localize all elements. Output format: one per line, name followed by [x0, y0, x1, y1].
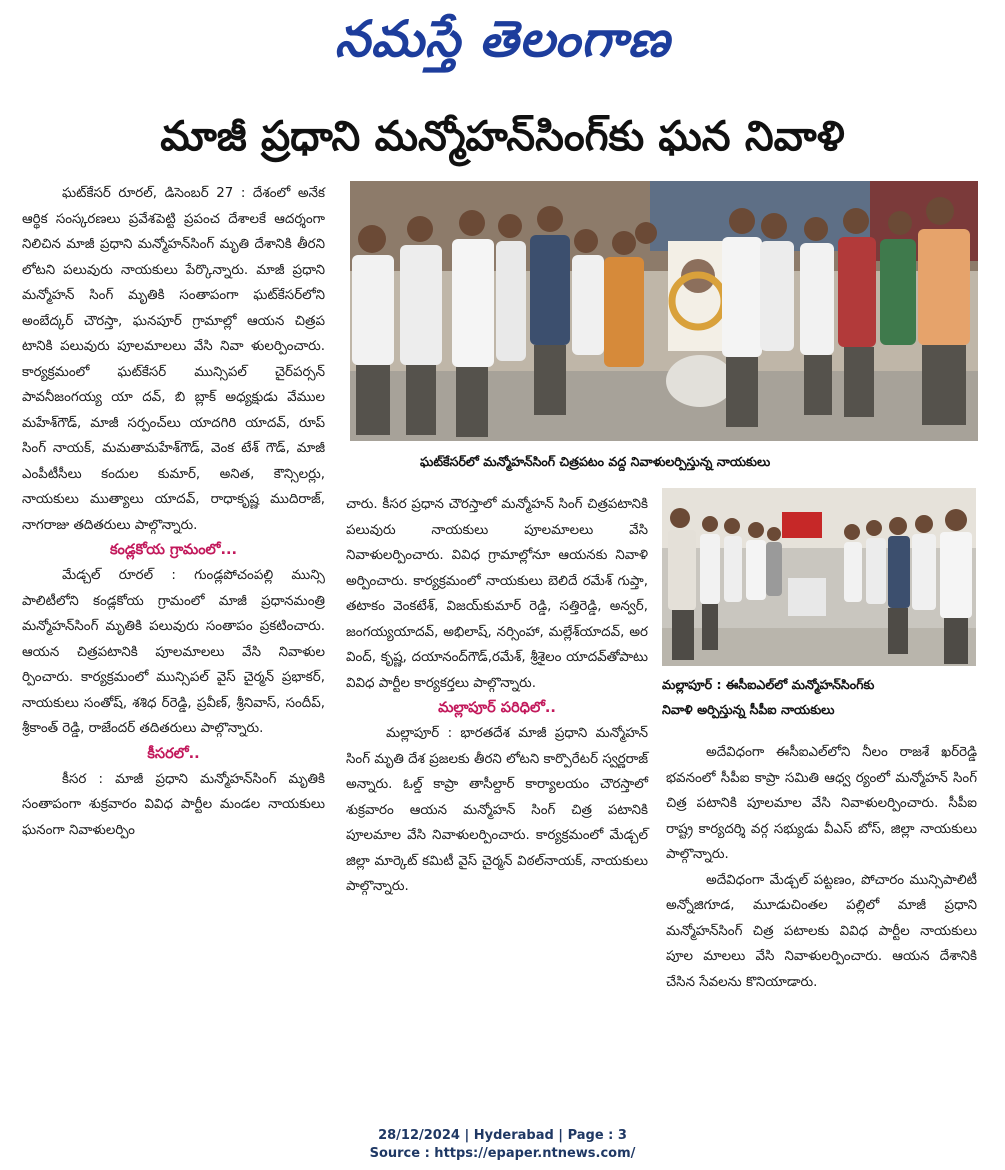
photo-caption-line: మల్లాపూర్ : ఈసీఐఎల్‌లో మన్మోహన్‌సింగ్‌కు	[662, 677, 875, 692]
article-paragraph: చారు. కీసర ప్రధాన చౌరస్తాలో మన్మోహన్ సింగ్ చిత్రపటానికి పలువురు నాయకులు పూలమాలలు వేసి నివాళులర్పించారు. వివిధ గ్రామాల్లోనూ ఆయనకు నివాళి అర్పించారు. కార్యక్రమంలో నాయకులు బెలిదే రమేశ్ గుప్తా, తటాకం వెంకటేశ్, విజయ్‌కుమార్ రెడ్డి, సత్తిరెడ్డి, అన్వర్, జంగయ్యయాదవ్, అభిలాష్, నర్సింహా, మల్లేశ్‌యాదవ్, అర వింద్, కృష్ణ, దయానంద్‌గౌడ్,రమేశ్, శ్రీశైలం యాదవ్‌తోపాటు వివిధ పార్టీల కార్యకర్తలు పాల్గొన్నారు.	[346, 497, 648, 691]
photo-mallapur-image	[662, 488, 976, 666]
footer-source: Source : https://epaper.ntnews.com/	[369, 1146, 636, 1161]
section-subhead: కండ్లకోయ గ్రామంలో...	[109, 542, 238, 558]
article-paragraph: మేడ్చల్ రూరల్ : గుండ్లపోచంపల్లి మున్సి పాలిటీలోని కండ్లకోయ గ్రామంలో మాజీ ప్రధానమంత్రి మన్మోహన్‌సింగ్ మృతికి పలువురు సంతాపం ప్రకటించారు. ఆయన చిత్రపటానికి పూలమాలలు వేసి నివాళుల ర్పించారు. కార్యక్రమంలో మున్సిపల్ వైస్ చైర్మన్ ప్రభాకర్, నాయకులు సంతోష్, శశిధ ర్‌రెడ్డి, ప్రవీణ్, శ్రీనివాస్, సందీప్, శ్రీకాంత్ రెడ్డి, రాజేందర్ తదితరులు పాల్గొన్నారు.	[22, 568, 325, 736]
section-subhead: కీసరలో..	[147, 745, 200, 762]
photo-ghatkesar-image	[350, 181, 978, 441]
section-subhead: మల్లాపూర్ పరిధిలో..	[438, 700, 556, 716]
footer-date-location: 28/12/2024 | Hyderabad | Page : 3	[378, 1128, 627, 1143]
article-column-3	[666, 740, 977, 995]
photo-ghatkesar-tribute	[350, 181, 978, 441]
masthead-logo	[0, 4, 1005, 74]
photo-caption	[662, 672, 976, 722]
article-paragraph: మల్లాపూర్ : భారతదేశ మాజీ ప్రధాని మన్మోహన్ సింగ్ మృతి దేశ ప్రజలకు తీరని లోటని కార్పొరేటర్ స్వర్ణరాజ్ అన్నారు. ఓల్డ్ కాప్రా తాసీల్దార్ కార్యాలయం చౌరస్తాలో శుక్రవారం ఆయన మన్మోహన్ సింగ్ చిత్ర పటానికి పూలమాల వేసి నివాళులర్పించారు. కార్యక్రమంలో మేడ్చల్ జిల్లా మార్కెట్ కమిటీ వైస్ చైర్మన్ విఠల్‌నాయక్, నాయకులు పాల్గొన్నారు.	[346, 726, 648, 894]
article-paragraph: కీసర : మాజీ ప్రధాని మన్మోహన్‌సింగ్ మృతికి సంతాపంగా శుక్రవారం వివిధ పార్టీల మండల నాయకులు ఘనంగా నివాళులర్పిం	[22, 771, 325, 838]
photo-caption: ఘట్‌కేసర్‌లో మన్మోహన్‌సింగ్ చిత్రపటం వద్ద నివాళులర్పిస్తున్న నాయకులు	[420, 454, 771, 469]
page-title: మాజీ ప్రధాని మన్మోహన్‌సింగ్‌కు ఘన నివాళి	[160, 112, 845, 160]
photo-mallapur-tribute	[662, 488, 976, 666]
article-column-2	[346, 492, 648, 900]
article-paragraph: ఘట్‌కేసర్ రూరల్, డిసెంబర్ 27 : దేశంలో అనేక ఆర్థిక సంస్కరణలు ప్రవేశపెట్టి ప్రపంచ దేశాలకే ఆదర్శంగా నిలిచిన మాజీ ప్రధాని మన్మోహన్‌సింగ్ మృతి దేశానికి తీరని లోటని పలువురు నాయకులు పేర్కొన్నారు. మాజీ ప్రధాని మన్మోహన్ సింగ్ మృతికి సంతాపంగా ఘట్‌కేసర్‌లోని అంబేద్కర్ చౌరస్తా, ఘనపూర్ గ్రామాల్లో ఆయన చిత్రప టానికి పలువురు పూలమాలలు వేసి నివా ళులర్పించారు. కార్యక్రమంలో ఘట్‌కేసర్ మున్సిపల్ చైర్‌పర్సన్ పావనీజంగయ్య యా దవ్, బి బ్లాక్ అధ్యక్షుడు వేముల మహేశ్‌గౌడ్, మాజీ సర్పంచ్‌లు యాదగిరి యాదవ్, రూప్ సింగ్ నాయక్, మమతామహేశ్‌గౌడ్, వెంక టేశ్ గౌడ్, మాజీ ఎంపీటీసీలు కందుల కుమార్, అనిత, కౌన్సిలర్లు, నాయకులు ముత్యాలు యాదవ్, రాధాకృష్ణ ముదిరాజ్, నాగరాజు తదితరులు పాల్గొన్నారు.	[22, 186, 325, 533]
masthead-title: నమస్తే తెలంగాణ	[334, 10, 671, 68]
article-paragraph: అదేవిధంగా మేడ్చల్ పట్టణం, పోచారం మున్సిపాలిటీ అన్నోజిగూడ, మూడుచింతల పల్లిలో మాజీ ప్రధాని మన్మోహన్‌సింగ్ చిత్ర పటాలకు వివిధ పార్టీల నాయకులు పూల మాలలు వేసి నివాళులర్పించారు. ఆయన దేశానికి చేసిన సేవలను కొనియాడారు.	[666, 872, 977, 990]
article-column-1	[22, 181, 325, 843]
article-paragraph: అదేవిధంగా ఈసీఐఎల్‌లోని నీలం రాజశే ఖర్‌రెడ్డి భవనంలో సీపీఐ కాప్రా సమితి ఆధ్వ ర్యంలో మన్మోహన్ సింగ్ చిత్ర పటానికి పూలమాల వేసి నివాళులర్పించారు. సీపీఐ రాష్ట్ర కార్యదర్శి వర్గ సభ్యుడు వీఎస్ బోస్, జిల్లా నాయకులు పాల్గొన్నారు.	[666, 745, 977, 862]
photo-caption-line: నివాళి అర్పిస్తున్న సీపీఐ నాయకులు	[662, 702, 835, 717]
